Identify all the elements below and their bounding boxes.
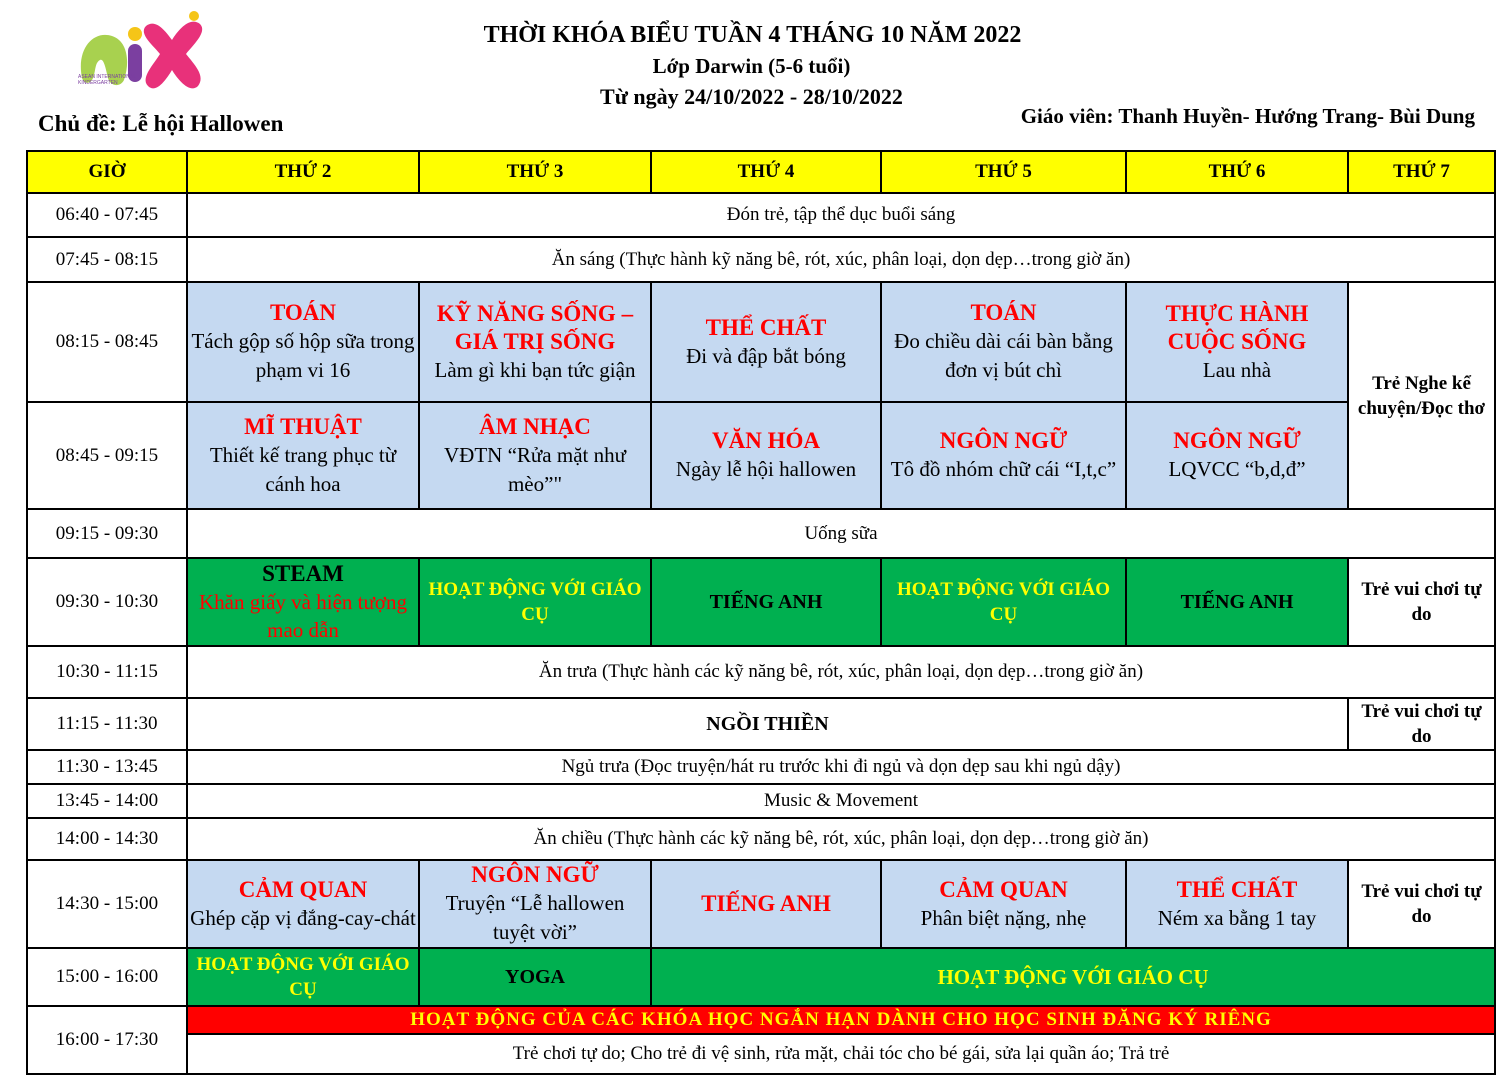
- time-cell: 06:40 - 07:45: [27, 193, 187, 237]
- activity-cell: Ăn sáng (Thực hành kỹ năng bê, rót, xúc, phân loại, dọn dẹp…trong giờ ăn): [187, 237, 1495, 282]
- table-row: [27, 509, 1495, 558]
- lesson-desc: Ném xa bằng 1 tay: [1157, 905, 1317, 930]
- lesson-subject: MĨ THUẬT: [244, 413, 362, 439]
- lesson-desc: LQVCC “b,d,đ”: [1168, 457, 1306, 481]
- lesson-desc: Ngày lễ hội hallowen: [675, 457, 857, 481]
- saturday-activity: Trẻ vui chơi tự do: [1348, 860, 1495, 948]
- header-row: [27, 151, 1495, 193]
- activity-cell: Music & Movement: [187, 784, 1495, 818]
- lesson-subject: THỰC HÀNH CUỘC SỐNG: [1165, 300, 1309, 354]
- activity-cell: Ngủ trưa (Đọc truyện/hát ru trước khi đi ngủ và dọn dẹp sau khi ngủ dậy): [187, 750, 1495, 784]
- theme-label: Chủ đề: Lễ hội Hallowen: [38, 111, 284, 136]
- lesson-desc: Phân biệt nặng, nhẹ: [920, 905, 1087, 930]
- time-cell: 09:30 - 10:30: [27, 558, 187, 646]
- lesson-cell: [187, 402, 419, 509]
- col-header-sat: THỨ 7: [1348, 151, 1495, 193]
- lesson-desc: Lau nhà: [1202, 357, 1272, 382]
- lesson-cell: [419, 282, 651, 402]
- time-cell: 15:00 - 16:00: [27, 948, 187, 1006]
- lesson-subject: THỂ CHẤT: [705, 314, 827, 340]
- table-row: [27, 948, 1495, 1006]
- lesson-desc: Làm gì khi bạn tức giận: [434, 357, 636, 382]
- table-row: [27, 818, 1495, 860]
- col-header-mon: THỨ 2: [187, 151, 419, 193]
- lesson-cell: [1126, 860, 1348, 948]
- activity-cell: Uống sữa: [187, 509, 1495, 558]
- table-row: [27, 860, 1495, 948]
- lesson-cell: [881, 402, 1126, 509]
- lesson-subject: TOÁN: [269, 300, 337, 325]
- steam-cell: [187, 558, 419, 646]
- time-cell: 09:15 - 09:30: [27, 509, 187, 558]
- lesson-desc: Tách gộp số hộp sữa trong phạm vi 16: [191, 329, 415, 382]
- page-title: THỜI KHÓA BIỂU TUẦN 4 THÁNG 10 NĂM 2022: [483, 22, 1022, 48]
- equipment-activity-cell: HOẠT ĐỘNG VỚI GIÁO CỤ: [187, 948, 419, 1006]
- lesson-subject: CẢM QUAN: [939, 876, 1068, 902]
- lesson-subject: NGÔN NGỮ: [939, 428, 1068, 453]
- time-cell: 08:45 - 09:15: [27, 402, 187, 509]
- activity-cell: Đón trẻ, tập thể dục buổi sáng: [187, 193, 1495, 237]
- yoga-cell: YOGA: [419, 948, 651, 1006]
- lesson-desc: VĐTN “Rửa mặt như mèo”": [444, 442, 626, 496]
- table-row: [27, 282, 1495, 402]
- time-cell: 14:30 - 15:00: [27, 860, 187, 948]
- table-row: [27, 698, 1495, 750]
- lesson-subject: VĂN HÓA: [712, 428, 820, 453]
- lesson-subject: KỸ NĂNG SỐNG – GIÁ TRỊ SỐNG: [436, 300, 634, 354]
- lesson-cell: [881, 282, 1126, 402]
- lesson-subject: NGÔN NGỮ: [471, 862, 599, 887]
- col-header-time: GIỜ: [27, 151, 187, 193]
- lesson-subject: CẢM QUAN: [238, 876, 368, 902]
- meditation-cell: NGỒI THIỀN: [187, 698, 1348, 750]
- steam-title: STEAM: [262, 561, 344, 586]
- lesson-desc: Đo chiều dài cái bàn bằng đơn vị bút chì: [894, 329, 1113, 382]
- lesson-desc: Ghép cặp vị đắng-cay-chát: [190, 905, 416, 930]
- table-row: [27, 558, 1495, 646]
- saturday-activity: Trẻ vui chơi tự do: [1348, 558, 1495, 646]
- lesson-subject: TOÁN: [970, 300, 1037, 325]
- equipment-activity-cell: HOẠT ĐỘNG VỚI GIÁO CỤ: [881, 558, 1126, 646]
- table-row: [27, 237, 1495, 282]
- table-row: [27, 1006, 1495, 1034]
- timetable: [26, 150, 1496, 1075]
- table-row: [27, 1034, 1495, 1074]
- lesson-subject: NGÔN NGỮ: [1173, 428, 1301, 453]
- col-header-tue: THỨ 3: [419, 151, 651, 193]
- class-name: Lớp Darwin (5-6 tuổi): [652, 54, 851, 78]
- time-cell: 07:45 - 08:15: [27, 237, 187, 282]
- col-header-fri: THỨ 6: [1126, 151, 1348, 193]
- saturday-activity: Trẻ Nghe kể chuyện/Đọc thơ: [1357, 372, 1486, 419]
- time-cell: 10:30 - 11:15: [27, 646, 187, 698]
- col-header-thu: THỨ 5: [881, 151, 1126, 193]
- table-row: [27, 402, 1495, 509]
- lesson-desc: Tô đồ nhóm chữ cái “I,t,c”: [890, 457, 1117, 481]
- steam-desc: Khăn giấy và hiện tượng mao dẫn: [199, 590, 407, 642]
- logo-caption: ASEAN INTERNATIONAL KINDERGARTEN: [78, 74, 136, 86]
- lesson-cell: [651, 282, 881, 402]
- short-course-banner: HOẠT ĐỘNG CỦA CÁC KHÓA HỌC NGẮN HẠN DÀNH CHO HỌC SINH ĐĂNG KÝ RIÊNG: [187, 1006, 1495, 1034]
- english-cell: TIẾNG ANH: [651, 860, 881, 948]
- time-cell: 11:30 - 13:45: [27, 750, 187, 784]
- table-row: [27, 193, 1495, 237]
- equipment-activity-cell: HOẠT ĐỘNG VỚI GIÁO CỤ: [419, 558, 651, 646]
- english-cell: TIẾNG ANH: [651, 558, 881, 646]
- lesson-desc: Thiết kế trang phục từ cánh hoa: [209, 442, 397, 496]
- table-row: [27, 784, 1495, 818]
- activity-cell: Trẻ chơi tự do; Cho trẻ đi vệ sinh, rửa mặt, chải tóc cho bé gái, sửa lại quần áo; Trả trẻ: [187, 1034, 1495, 1074]
- english-cell: TIẾNG ANH: [1126, 558, 1348, 646]
- table-row: [27, 750, 1495, 784]
- lesson-desc: Đi và đập bắt bóng: [686, 343, 846, 368]
- lesson-cell: [1126, 402, 1348, 509]
- lesson-cell: [881, 860, 1126, 948]
- lesson-cell: [1126, 282, 1348, 402]
- activity-cell: Ăn trưa (Thực hành các kỹ năng bê, rót, xúc, phân loại, dọn dẹp…trong giờ ăn): [187, 646, 1495, 698]
- col-header-wed: THỨ 4: [651, 151, 881, 193]
- time-cell: 16:00 - 17:30: [27, 1006, 187, 1074]
- time-cell: 14:00 - 14:30: [27, 818, 187, 860]
- lesson-subject: THỂ CHẤT: [1176, 876, 1298, 902]
- saturday-activity: Trẻ vui chơi tự do: [1348, 698, 1495, 750]
- lesson-cell: [419, 402, 651, 509]
- teachers-label: Giáo viên: Thanh Huyền- Hướng Trang- Bùi Dung: [1020, 104, 1475, 128]
- time-cell: 13:45 - 14:00: [27, 784, 187, 818]
- activity-cell: Ăn chiều (Thực hành các kỹ năng bê, rót, xúc, phân loại, dọn dẹp…trong giờ ăn): [187, 818, 1495, 860]
- lesson-cell: [651, 402, 881, 509]
- equipment-activity-wide-cell: HOẠT ĐỘNG VỚI GIÁO CỤ: [651, 948, 1495, 1006]
- time-cell: 08:15 - 08:45: [27, 282, 187, 402]
- lesson-subject: ÂM NHẠC: [479, 413, 591, 439]
- date-range: Từ ngày 24/10/2022 - 28/10/2022: [600, 84, 903, 109]
- time-cell: 11:15 - 11:30: [27, 698, 187, 750]
- lesson-desc: Truyện “Lễ hallowen tuyệt vời”: [445, 891, 625, 944]
- lesson-cell: [419, 860, 651, 948]
- table-row: [27, 646, 1495, 698]
- lesson-cell: [187, 860, 419, 948]
- lesson-cell: [187, 282, 419, 402]
- saturday-cell: [1348, 282, 1495, 509]
